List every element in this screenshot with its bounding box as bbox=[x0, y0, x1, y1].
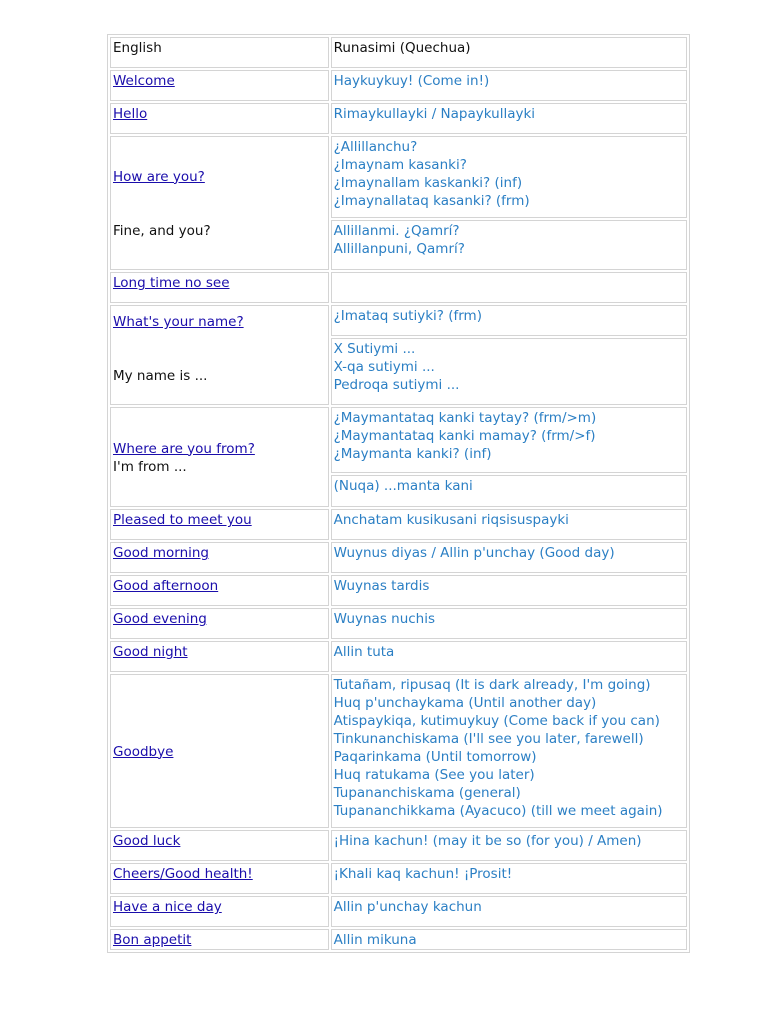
translation-text: Atispaykiqa, kutimuykuy (Come back if you can) bbox=[333, 713, 660, 729]
phrase-table bbox=[107, 34, 690, 953]
phrase-link-bon-appetit[interactable]: Bon appetit bbox=[113, 932, 192, 948]
translation-text: Tupananchikkama (Ayacuco) (till we meet again) bbox=[333, 803, 663, 819]
translation-text: (Nuqa) ...manta kani bbox=[333, 478, 473, 494]
translation-text: ¿Allillanchu? bbox=[333, 139, 418, 155]
translation-text: Allin tuta bbox=[333, 644, 395, 660]
table-row bbox=[110, 575, 687, 606]
translation-text: Allin p'unchay kachun bbox=[333, 899, 482, 915]
phrase-link-good-morning[interactable]: Good morning bbox=[113, 545, 209, 561]
table-row bbox=[110, 608, 687, 639]
phrase-link-cheers[interactable]: Cheers/Good health! bbox=[113, 866, 253, 882]
table-row bbox=[110, 272, 687, 303]
translation-text: ¡Hina kachun! (may it be so (for you) / Amen) bbox=[333, 833, 642, 849]
table-row bbox=[110, 103, 687, 134]
phrase-link-good-afternoon[interactable]: Good afternoon bbox=[113, 578, 219, 594]
translation-text: Huq ratukama (See you later) bbox=[333, 767, 535, 783]
phrase-link-pleased-to-meet-you[interactable]: Pleased to meet you bbox=[113, 512, 252, 528]
table-row bbox=[110, 863, 687, 894]
translation-text: ¿Imaynallam kaskanki? (inf) bbox=[333, 175, 523, 191]
translation-text: Haykuykuy! (Come in!) bbox=[333, 73, 490, 89]
phrase-link-good-luck[interactable]: Good luck bbox=[113, 833, 181, 849]
translation-text: X-qa sutiymi ... bbox=[333, 359, 435, 375]
translation-text: Allillanpuni, Qamrí? bbox=[333, 241, 465, 257]
table-row bbox=[110, 896, 687, 927]
header-quechua: Runasimi (Quechua) bbox=[331, 37, 687, 68]
translation-text: Paqarinkama (Until tomorrow) bbox=[333, 749, 537, 765]
translation-text: ¿Maymanta kanki? (inf) bbox=[333, 446, 492, 462]
phrase-link-welcome[interactable]: Welcome bbox=[113, 73, 175, 89]
phrase-link-long-time-no-see[interactable]: Long time no see bbox=[113, 275, 230, 291]
phrase-link-goodbye[interactable]: Goodbye bbox=[113, 743, 174, 760]
table-row bbox=[110, 407, 687, 473]
phrase-link-whats-your-name[interactable]: What's your name? bbox=[113, 314, 244, 330]
table-row bbox=[110, 70, 687, 101]
header-english: English bbox=[110, 37, 329, 68]
phrase-text-my-name-is: My name is ... bbox=[113, 368, 208, 384]
translation-text: X Sutiymi ... bbox=[333, 341, 416, 357]
translation-text: Huq p'unchaykama (Until another day) bbox=[333, 695, 597, 711]
table-row bbox=[110, 305, 687, 336]
phrase-link-hello[interactable]: Hello bbox=[113, 106, 148, 122]
translation-text: Rimaykullayki / Napaykullayki bbox=[333, 106, 536, 122]
translation-text: Wuynas nuchis bbox=[333, 611, 436, 627]
translation-text: Allin mikuna bbox=[333, 932, 417, 948]
phrase-link-where-are-you-from[interactable]: Where are you from? bbox=[113, 440, 255, 457]
table-row bbox=[110, 509, 687, 540]
table-row bbox=[110, 641, 687, 672]
table-row bbox=[110, 136, 687, 218]
table-header-row bbox=[110, 37, 687, 68]
translation-text: ¿Maymantataq kanki taytay? (frm/>m) bbox=[333, 410, 597, 426]
phrase-link-good-evening[interactable]: Good evening bbox=[113, 611, 207, 627]
translation-text: ¿Imaynallataq kasanki? (frm) bbox=[333, 193, 530, 209]
translation-text: ¡Khali kaq kachun! ¡Prosit! bbox=[333, 866, 513, 882]
translation-text: ¿Imataq sutiyki? (frm) bbox=[333, 308, 482, 324]
translation-text: Tutañam, ripusaq (It is dark already, I'm going) bbox=[333, 677, 651, 693]
translation-text: Wuynas tardis bbox=[333, 578, 430, 594]
table-row bbox=[110, 674, 687, 828]
table-row bbox=[110, 830, 687, 861]
translation-empty bbox=[331, 272, 687, 303]
phrase-link-have-a-nice-day[interactable]: Have a nice day bbox=[113, 899, 222, 915]
table-row bbox=[110, 929, 687, 950]
translation-text: Wuynus diyas / Allin p'unchay (Good day) bbox=[333, 545, 615, 561]
phrase-link-good-night[interactable]: Good night bbox=[113, 644, 188, 660]
translation-text: Pedroqa sutiymi ... bbox=[333, 377, 460, 393]
translation-text: ¿Maymantataq kanki mamay? (frm/>f) bbox=[333, 428, 596, 444]
phrase-text-im-from: I'm from ... bbox=[113, 458, 187, 475]
translation-text: ¿Imaynam kasanki? bbox=[333, 157, 467, 173]
table-row bbox=[110, 542, 687, 573]
phrase-link-how-are-you[interactable]: How are you? bbox=[113, 168, 205, 185]
translation-text: Allillanmi. ¿Qamrí? bbox=[333, 223, 460, 239]
translation-text: Anchatam kusikusani riqsisuspayki bbox=[333, 512, 569, 528]
translation-text: Tupananchiskama (general) bbox=[333, 785, 521, 801]
phrase-text-fine-and-you: Fine, and you? bbox=[113, 222, 211, 239]
translation-text: Tinkunanchiskama (I'll see you later, farewell) bbox=[333, 731, 644, 747]
